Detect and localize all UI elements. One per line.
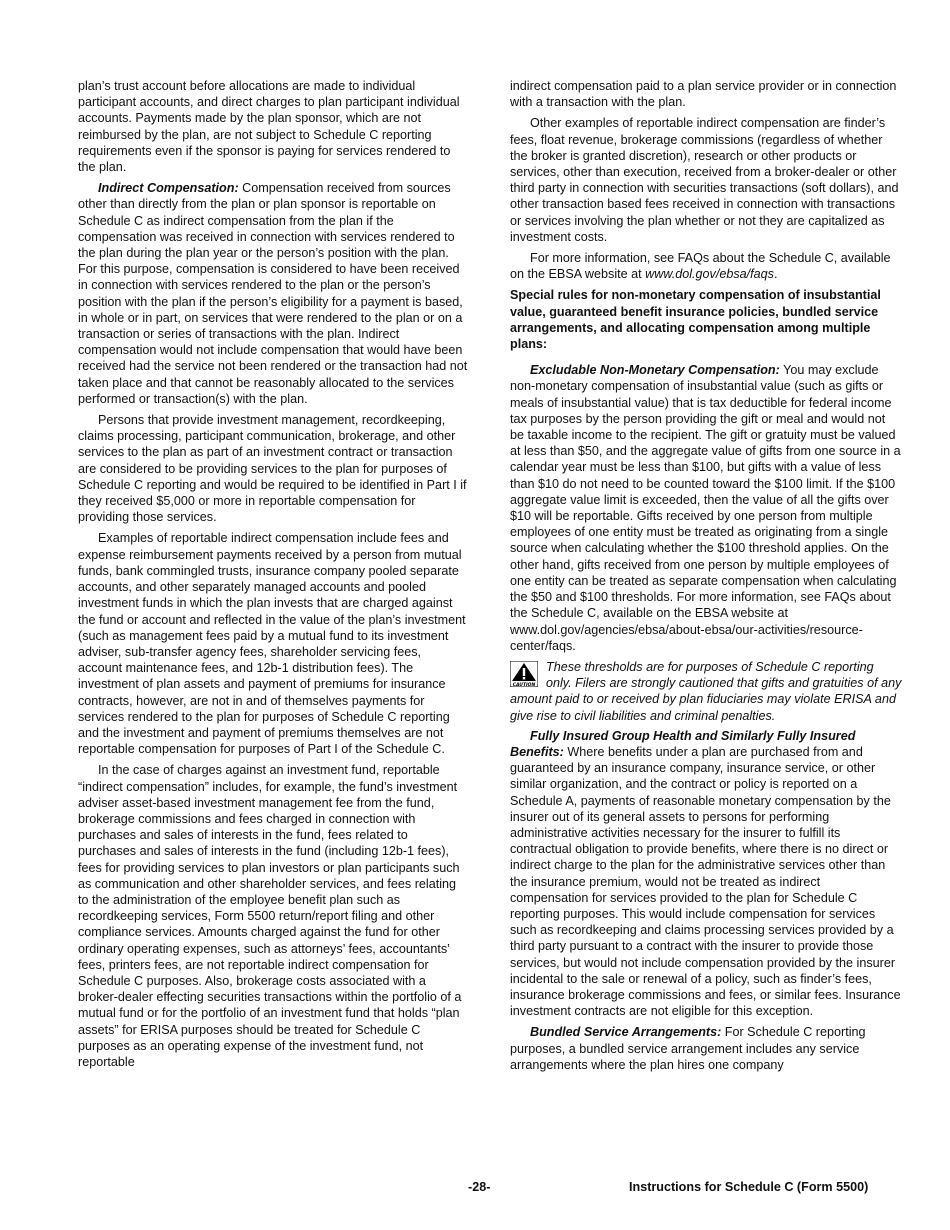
paragraph: plan’s trust account before allocations are made to individual participant accounts, and direct charges to plan participant individual accounts. Payments made by the plan sponsor, which are not reimbursed by the plan, are not subject to Schedule C reporting requirements even if the sponsor is paying for services rendered to the plan.	[78, 79, 460, 175]
paragraph: In the case of charges against an investment fund, reportable “indirect compensation” includes, for example, the fund’s investment adviser asset-based investment management fee from the fund, brokerage commissions and fees charged in connection with purchases and sales of interests in the fund, fees related to purchases and sales of interests in the fund (including 12b-1 fees), fees for providing services to plan investors or plan participants such as communication and other shareholder services, and fees relating to the administration of the employee benefit plan such as recordkeeping services, Form 5500 return/report filing and other compliance services. Amounts charged against the fund for other ordinary operating expenses, such as attorneys’ fees, accountants’ fees, printers fees, are not reportable indirect compensation for Schedule C purposes. Also, brokerage costs associated with a broker-dealer effecting securities transactions within the portfolio of a mutual fund or for the portfolio of an investment fund that holds “plan assets” for ERISA purposes should be treated for Schedule C purposes as an operating expense of the investment fund, not reportable	[78, 763, 462, 1069]
paragraph-lead: Fully Insured Group Health and Similarly Fully Insured Benefits:	[510, 728, 856, 759]
paragraph-text: You may exclude non-monetary compensation of insubstantial value (such as gifts or meals of insubstantial value) that is tax deductible for federal income tax purposes by the person providing the gift or meal and would not be taxable income to the recipient. The gift or gratuity must be valued at less than $50, and the aggregate value of gifts from one source in a calendar year must be less than $100, but gifts with a value of less than $10 do not need to be counted toward the $100 limit. If the $100 aggregate value limit is exceeded, then the value of all the gifts over $10 will be reportable. Gifts received by one person from multiple employees of one entity must be treated as originating from a single source when calculating whether the $100 threshold applies. On the other hand, gifts received from one person by multiple employees of one entity can be treated as separate compensation when calculating the $50 and $100 thresholds. For more information, see FAQs about the Schedule C, available on the EBSA website at www.dol.gov/agencies/ebsa/about-ebsa/our-activities/resource-center/faqs.	[510, 363, 901, 653]
right-column	[510, 78, 902, 1078]
paragraph-indirect-compensation	[78, 180, 468, 407]
paragraph-lead: Bundled Service Arrangements:	[530, 1025, 722, 1040]
paragraph-lead: Indirect Compensation:	[98, 181, 239, 196]
caution-text: These thresholds are for purposes of Schedule C reporting only. Filers are strongly cautioned that gifts and gratuities of any amount paid to or received by plan fiduciaries may violate ERISA and give rise to civil liabilities and criminal penalties.	[510, 659, 902, 723]
caution-icon	[510, 661, 538, 687]
special-rules-heading: Special rules for non-monetary compensation of insubstantial value, guaranteed benefit insurance policies, bundled service arrangements, and allocating compensation among multiple plans:	[510, 288, 881, 352]
paragraph: Persons that provide investment management, recordkeeping, claims processing, participant communication, brokerage, and other services to the plan as part of an investment contract or transaction are considered to be providing services to the plan for purposes of Schedule C reporting and would be required to be identified in Part I if they received $5,000 or more in reportable compensation for providing those services.	[78, 413, 467, 525]
paragraph: Examples of reportable indirect compensation include fees and expense reimbursement payments received by a person from mutual funds, bank commingled trusts, insurance company pooled separate accounts, and other separately managed accounts and pooled investment funds in which the plan invests that are charged against the fund or account and reflected in the value of the plan’s investment (such as management fees paid by a mutual fund to its investment adviser, sub-transfer agency fees, shareholder servicing fees, account maintenance fees, and 12b-1 distribution fees). The investment of plan assets and payment of premiums for insurance contracts, however, are not in and of themselves payments for services rendered to the plan for purposes of Schedule C reporting and the investment and payment of premiums themselves are not reportable compensation for purposes of Part I of the Schedule C.	[78, 531, 466, 757]
paragraph-fully-insured	[510, 728, 902, 1020]
paragraph-lead: Excludable Non-Monetary Compensation:	[530, 363, 780, 378]
paragraph: indirect compensation paid to a plan service provider or in connection with a transaction with the plan.	[510, 79, 897, 110]
paragraph-text: For more information, see FAQs about the Schedule C, available on the EBSA website at	[510, 251, 891, 282]
caution-icon-label: CAUTION	[512, 682, 536, 687]
paragraph: Other examples of reportable indirect compensation are finder’s fees, float revenue, brokerage commissions (regardless of whether the broker is granted discretion), research or other products or services, other than execution, received from a broker-dealer or other third party in connection with securities transactions (soft dollars), and other transaction based fees received in connection with transactions or services involving the plan whether or not they are capitalized as investment costs.	[510, 116, 899, 244]
ebsa-faq-link[interactable]: www.dol.gov/ebsa/faqs	[645, 267, 774, 282]
paragraph-text: .	[773, 267, 778, 282]
paragraph-text: Compensation received from sources other than directly from the plan or plan sponsor is reportable on Schedule C as indirect compensation from the plan if the compensation was received in connection with services rendered to the plan during the plan year or the person’s position with the plan. For this purpose, compensation is considered to have been received in connection with services rendered to the plan or the person’s position with the plan if the person’s eligibility for a payment is based, in whole or in part, on services that were rendered to the plan or on a transaction or series of transactions with the plan. Indirect compensation would not include compensation that would have been received had the service not been rendered or the transaction had not taken place and that cannot be reasonably allocated to the services performed or transaction(s) with the plan.	[78, 181, 468, 406]
paragraph-non-monetary	[510, 362, 902, 654]
paragraph-bundled	[510, 1024, 902, 1073]
document-title: Instructions for Schedule C (Form 5500)	[629, 1180, 869, 1194]
paragraph-more-info	[510, 250, 902, 282]
caution-note	[510, 659, 902, 724]
paragraph-text: Where benefits under a plan are purchased from and guaranteed by an insurance company, insurance service, or other similar organization, and the contract or policy is reported on a Schedule A, payments of reasonable monetary compensation by the insurer out of its general assets to persons for performing administrative activities necessary for the insurer to fulfill its contractual obligation to provide benefits, where there is no direct or indirect charge to the plan for the administrative services other than the insurance premium, would not be treated as indirect compensation for services provided to the plan for Schedule C reporting purposes. This would include compensation for services such as recordkeeping and claims processing services provided by a third party pursuant to a contract with the insurer to provide those services, but would not include compensation provided by the insurer incidental to the sale or renewal of a policy, such as finder’s fees, insurance brokerage commissions and fees, or similar fees. Insurance investment contracts are not eligible for this exception.	[510, 744, 901, 1019]
page-number: -28-	[468, 1180, 491, 1194]
left-column	[78, 78, 468, 1075]
paragraph-text: For Schedule C reporting purposes, a bundled service arrangement includes any service arrangements where the plan hires one company	[510, 1025, 866, 1072]
